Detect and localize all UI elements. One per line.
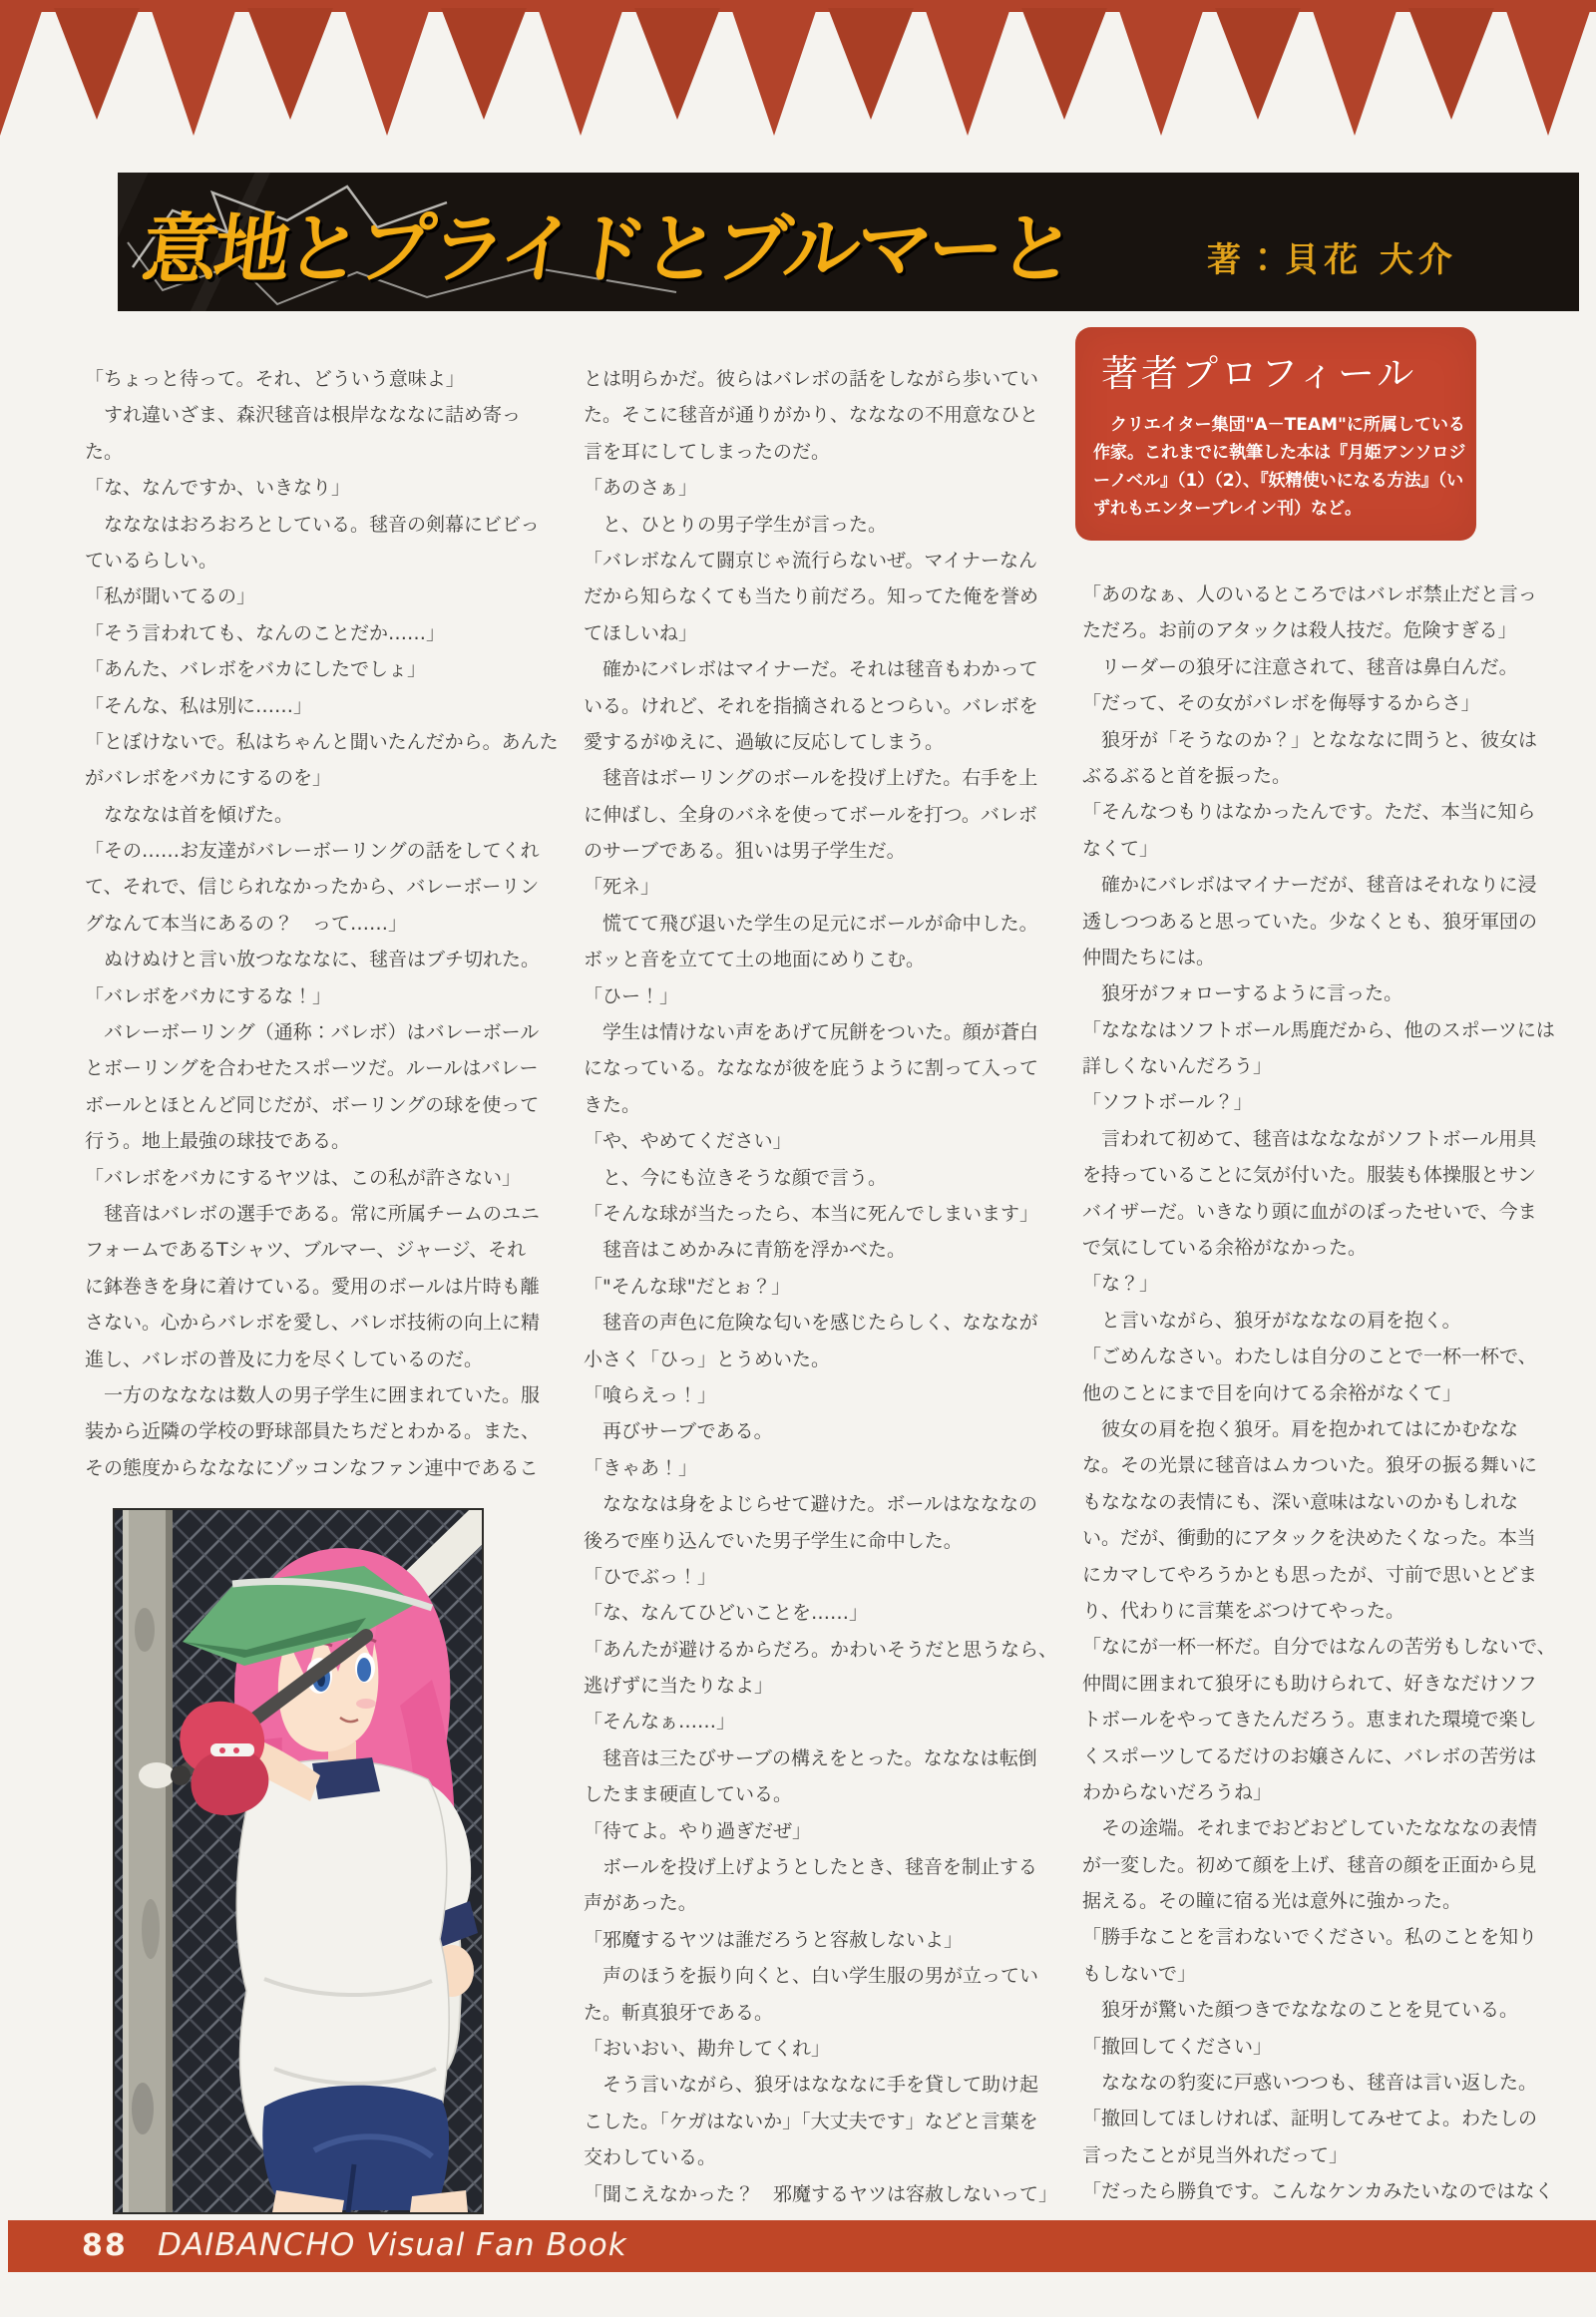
book-title: DAIBANCHO Visual Fan Book — [158, 2227, 627, 2263]
text-line: 狼牙が「そうなのか？」となななに問うと、彼女は — [1082, 728, 1538, 751]
text-line: なななはおろおろとしている。毬音の剣幕にビビっ — [85, 513, 540, 536]
story-column-3 — [1082, 577, 1556, 2210]
text-line: とボーリングを合わせたスポーツだ。ルールはバレー — [85, 1057, 539, 1080]
text-line: こした。「ケガはないか」「大丈夫です」などと言葉を — [584, 2110, 1038, 2132]
profile-heading: 著者プロフィール — [1101, 352, 1417, 395]
text-line: ただろ。お前のアタックは殺人技だ。危険すぎる」 — [1082, 619, 1517, 642]
text-line: てほしいね」 — [584, 621, 698, 644]
text-line: が一変した。初めて顔を上げ、毬音の顔を正面から見 — [1082, 1853, 1537, 1876]
text-line: リーダーの狼牙に注意されて、毬音は鼻白んだ。 — [1082, 655, 1518, 678]
white-glove — [139, 1762, 175, 1788]
text-line: 「ごめんなさい。わたしは自分のことで一杯一杯で、 — [1082, 1346, 1537, 1368]
bat-knob — [171, 1765, 191, 1785]
text-line: 狼牙がフォローするように言った。 — [1082, 982, 1403, 1005]
text-line: 言ったことが見当外れだって」 — [1082, 2143, 1349, 2166]
text-line: 「なにが一杯一杯だ。自分ではなんの苦労もしないで、 — [1082, 1636, 1556, 1659]
text-line: ボッと音を立てて土の地面にめりこむ。 — [584, 949, 926, 971]
text-line: なななの豹変に戸惑いつつも、毬音は言い返した。 — [1082, 2072, 1538, 2095]
footer-bar — [8, 2220, 1596, 2272]
text-line: 「喰らえっ！」 — [584, 1383, 717, 1406]
text-line: 進し、バレボの普及に力を尽くしているのだ。 — [85, 1348, 484, 1370]
text-line: 「撤回してください」 — [1082, 2035, 1273, 2058]
text-line: いる。けれど、それを指摘されるとつらい。バレボを — [584, 694, 1038, 717]
text-line: 言を耳にしてしまったのだ。 — [584, 440, 831, 463]
text-line: 「"そんな球"だとぉ？」 — [584, 1275, 791, 1298]
text-line: 「きゃあ！」 — [584, 1456, 698, 1479]
text-line: 「ちょっと待って。それ、どういう意味よ」 — [85, 368, 465, 390]
text-line: 再びサーブである。 — [584, 1420, 773, 1443]
text-line: を持っていることに気が付いた。服装も体操服とサン — [1082, 1164, 1537, 1187]
text-line: 「死ネ」 — [584, 876, 660, 899]
text-line: 後ろで座り込んでいた男子学生に命中した。 — [584, 1529, 963, 1552]
text-line: 「ひー！」 — [584, 984, 679, 1007]
text-line: クリエイター集団"A－TEAM"に所属している — [1093, 415, 1465, 435]
text-line: 「そんなぁ……」 — [584, 1711, 736, 1734]
text-line: 慌てて飛び退いた学生の足元にボールが命中した。 — [584, 912, 1038, 935]
text-line: もしないで」 — [1082, 1962, 1197, 1985]
author-credit: 著：貝花 大介 — [1207, 240, 1457, 280]
text-line: 「とぼけないで。私はちゃんと聞いたんだから。あんた — [85, 730, 559, 753]
text-line: 彼女の肩を抱く狼牙。肩を抱かれてはにかむなな — [1082, 1417, 1519, 1440]
text-line: 「な、なんてひどいことを……」 — [584, 1602, 869, 1625]
text-line: すれ違いざま、森沢毬音は根岸なななに詰め寄っ — [85, 404, 522, 427]
text-line: 「そんな球が当たったら、本当に死んでしまいます」 — [584, 1202, 1039, 1225]
text-line: わからないだろうね」 — [1082, 1780, 1273, 1803]
page-title: 意地とプライドとブルマーと — [137, 204, 1077, 293]
text-line: その態度からなななにゾッコンなファン連中であるこ — [85, 1456, 539, 1479]
text-line: ずれもエンターブレイン刊）など。 — [1093, 499, 1362, 519]
text-line: ーノベル』（1）（2）、『妖精使いになる方法』（い — [1093, 471, 1464, 491]
text-line: に伸ばし、全身のバネを使ってボールを打つ。バレボ — [584, 803, 1037, 826]
text-line: 「な？」 — [1082, 1273, 1159, 1296]
text-line: トボールをやってきたんだろう。恵まれた環境で楽し — [1082, 1709, 1537, 1732]
text-line: 「あのさぁ」 — [584, 477, 698, 500]
text-line: その途端。それまでおどおどしていたなななの表情 — [1082, 1817, 1538, 1840]
text-line: い。だが、衝動的にアタックを決めたくなった。本当 — [1082, 1527, 1536, 1550]
text-line: 学生は情けない声をあげて尻餅をついた。顔が蒼白 — [584, 1021, 1039, 1044]
text-line: 言われて初めて、毬音はななながソフトボール用具 — [1082, 1127, 1537, 1150]
text-line: て、それで、信じられなかったから、バレーボーリン — [85, 876, 540, 899]
text-line: た。斬真狼牙である。 — [584, 2001, 774, 2024]
text-line: ているらしい。 — [85, 549, 218, 572]
text-line: にカマしてやろうかとも思ったが、寸前で思いとどま — [1082, 1563, 1538, 1586]
text-line: きた。 — [584, 1093, 641, 1116]
text-line: 「その……お友達がバレーボーリングの話をしてくれ — [85, 840, 540, 863]
text-line: グなんて本当にあるの？ って……」 — [85, 912, 408, 935]
text-line: 声のほうを振り向くと、白い学生服の男が立ってい — [584, 1965, 1039, 1988]
text-line: フォームであるTシャツ、ブルマー、ジャージ、それ — [85, 1239, 527, 1262]
text-line: 愛するがゆえに、過敏に反応してしまう。 — [584, 730, 945, 753]
text-line: 「勝手なことを言わないでください。私のことを知り — [1082, 1926, 1538, 1949]
text-line: とは明らかだ。彼らはバレボの話をしながら歩いてい — [584, 368, 1039, 390]
text-line: したまま硬直している。 — [584, 1783, 793, 1806]
text-line: 「あんた、バレボをバカにしたでしょ」 — [85, 658, 427, 681]
text-line: 「あのなぁ、人のいるところではバレボ禁止だと言っ — [1082, 583, 1537, 605]
text-line: 「あんたが避けるからだろ。かわいそうだと思うなら、 — [584, 1638, 1058, 1661]
page-number: 88 — [82, 2228, 128, 2263]
text-line: 声があった。 — [584, 1892, 697, 1915]
text-line: 「待てよ。やり過ぎだぜ」 — [584, 1819, 812, 1842]
text-line: 「おいおい、勘弁してくれ」 — [584, 2037, 831, 2060]
text-line: 作家。これまでに執筆した本は『月姫アンソロジ — [1093, 443, 1466, 463]
text-line: と、ひとりの男子学生が言った。 — [584, 513, 888, 536]
text-line: と、今にも泣きそうな顔で言う。 — [584, 1166, 888, 1189]
text-line: 逃げずに当たりなよ」 — [584, 1675, 774, 1698]
text-line: のサーブである。狙いは男子学生だ。 — [584, 840, 906, 863]
text-line: 「ソフトボール？」 — [1082, 1091, 1253, 1114]
text-line: で気にしている余裕がなかった。 — [1082, 1237, 1368, 1260]
text-line: 「バレボをバカにするヤツは、この私が許さない」 — [85, 1166, 522, 1189]
text-line: 「そう言われても、なんのことだか……」 — [85, 621, 446, 644]
pennant-garland-icon — [0, 8, 1596, 144]
text-line: 「なななはソフトボール馬鹿だから、他のスポーツには — [1082, 1018, 1555, 1041]
text-line: 確かにバレボはマイナーだが、毬音はそれなりに浸 — [1082, 874, 1537, 897]
text-line: 「そんなつもりはなかったんです。ただ、本当に知ら — [1082, 801, 1536, 824]
text-line: ぶるぶると首を振った。 — [1082, 764, 1292, 787]
text-line: 「な、なんですか、いきなり」 — [85, 477, 351, 500]
text-line: 小さく「ひっ」とうめいた。 — [584, 1348, 831, 1370]
text-line: 「そんな、私は別に……」 — [85, 694, 313, 717]
text-line: た。 — [85, 440, 124, 463]
text-line: 毬音はボーリングのボールを投げ上げた。右手を上 — [584, 767, 1038, 790]
text-line: 仲間に囲まれて狼牙にも助けられて、好きなだけソフ — [1082, 1672, 1537, 1695]
text-line: バレーボーリング（通称：バレボ）はバレーボール — [85, 1021, 540, 1044]
text-line: 「バレボをバカにするな！」 — [85, 984, 332, 1007]
text-line: 他のことにまで目を向けてる余裕がなくて」 — [1082, 1381, 1462, 1404]
text-line: 詳しくないんだろう」 — [1082, 1055, 1273, 1078]
text-line: 毬音の声色に危険な匂いを感じたらしく、なななが — [584, 1312, 1038, 1335]
text-line: な。その光景に毬音はムカついた。狼牙の振る舞いに — [1082, 1454, 1538, 1477]
fence-pole — [123, 1510, 173, 2212]
text-line: 行う。地上最強の球技である。 — [85, 1130, 351, 1153]
text-line: ぬけぬけと言い放つなななに、毬音はブチ切れた。 — [85, 949, 541, 971]
text-line: になっている。なななが彼を庇うように割って入って — [584, 1057, 1039, 1080]
illustration-frame — [113, 1508, 484, 2214]
text-line: がバレボをバカにするのを」 — [85, 767, 332, 790]
text-line: 「だったら勝負です。こんなケンカみたいなのではなく — [1082, 2180, 1554, 2203]
text-line: 毬音は三たびサーブの構えをとった。なななは転倒 — [584, 1746, 1037, 1769]
text-line: なくて」 — [1082, 837, 1159, 860]
text-line: 据える。その瞳に宿る光は意外に強かった。 — [1082, 1890, 1462, 1913]
text-line: り、代わりに言葉をぶつけてやった。 — [1082, 1599, 1405, 1622]
text-line: 透しつつあると思っていた。少なくとも、狼牙軍団の — [1082, 910, 1538, 933]
blush — [356, 1699, 376, 1709]
text-line: 一方のなななは数人の男子学生に囲まれていた。服 — [85, 1383, 541, 1406]
girl-illustration — [115, 1510, 482, 2212]
text-line: に鉢巻きを身に着けている。愛用のボールは片時も離 — [85, 1275, 540, 1298]
text-line: なななは身をよじらせて避けた。ボールはなななの — [584, 1493, 1038, 1516]
text-line: 「私が聞いてるの」 — [85, 585, 256, 608]
text-line: くスポーツしてるだけのお嬢さんに、バレボの苦労は — [1082, 1744, 1537, 1767]
text-line: 「や、やめてください」 — [584, 1130, 792, 1153]
profile-text — [1093, 411, 1476, 523]
text-line: 仲間たちには。 — [1082, 946, 1216, 968]
text-line: 「撤回してほしければ、証明してみせてよ。わたしの — [1082, 2108, 1538, 2130]
text-line: 「だって、その女がバレボを侮辱するからさ」 — [1082, 692, 1480, 715]
text-line: だから知らなくても当たり前だろ。知ってた俺を誉め — [584, 585, 1039, 608]
text-line: と言いながら、狼牙がなななの肩を抱く。 — [1082, 1309, 1461, 1332]
text-line: 「聞こえなかった？ 邪魔するヤツは容赦しないって」 — [584, 2182, 1058, 2205]
story-column-1 — [85, 361, 566, 1486]
text-line: そう言いながら、狼牙はなななに手を貸して助け起 — [584, 2074, 1039, 2097]
text-line: ボールを投げ上げようとしたとき、毬音を制止する — [584, 1856, 1037, 1879]
text-line: なななは首を傾げた。 — [85, 803, 294, 826]
text-line: 毬音はこめかみに青筋を浮かべた。 — [584, 1239, 907, 1262]
author-profile-box — [1075, 327, 1476, 541]
text-line: た。そこに毬音が通りがかり、なななの不用意なひと — [584, 404, 1039, 427]
text-line: 「ひでぶっ！」 — [584, 1565, 717, 1588]
text-line: 交わしている。 — [584, 2146, 717, 2169]
text-line: さない。心からバレボを愛し、バレボ技術の向上に精 — [85, 1312, 541, 1335]
title-bar — [118, 173, 1579, 311]
text-line: もなななの表情にも、深い意味はないのかもしれな — [1082, 1490, 1519, 1513]
story-column-2 — [584, 361, 1064, 2212]
text-line: 確かにバレボはマイナーだ。それは毬音もわかって — [584, 658, 1038, 681]
text-line: 毬音はバレボの選手である。常に所属チームのユニ — [85, 1202, 541, 1225]
text-line: 装から近隣の学校の野球部員たちだとわかる。また、 — [85, 1420, 541, 1443]
text-line: ボールとほとんど同じだが、ボーリングの球を使って — [85, 1093, 540, 1116]
text-line: 「邪魔するヤツは誰だろうと容赦しないよ」 — [584, 1928, 964, 1951]
text-line: バイザーだ。いきなり頭に血がのぼったせいで、今ま — [1082, 1200, 1537, 1223]
text-line: 「バレボなんて闘京じゃ流行らないぜ。マイナーなん — [584, 549, 1038, 572]
text-line: 狼牙が驚いた顔つきでなななのことを見ている。 — [1082, 1999, 1519, 2022]
